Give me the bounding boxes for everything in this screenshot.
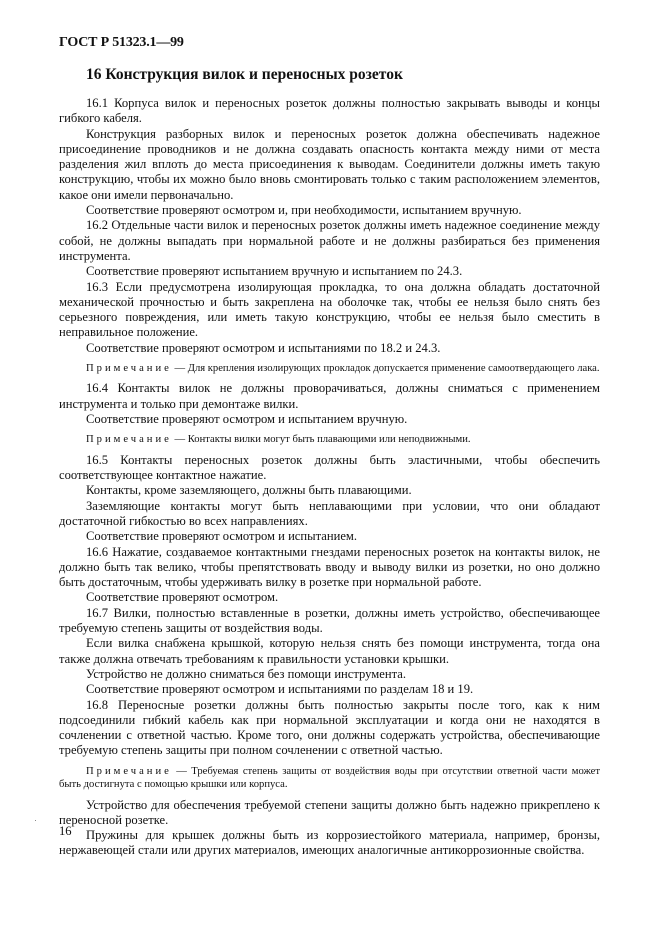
paragraph: Соответствие проверяют осмотром и испытанием. (86, 529, 358, 544)
paragraph: Конструкция разборных вилок и переносных розеток должна обеспечивать надежное присоединение проводников и не должна создавать опасность контакта между ними от места разделения жил вплоть до места присоединения к выводам. Соединители должны иметь такую конструкцию, чтобы их можно было вновь смонтировать только с таким расположением элементов, какое они имели первоначально. (59, 126, 600, 202)
paragraph: Заземляющие контакты могут быть неплавающими при условии, что они обладают достаточной гибкостью во всех направлениях. (59, 498, 600, 528)
paragraph: Соответствие проверяют осмотром и испытаниями по разделам 18 и 19. (86, 682, 474, 697)
section-title: 16 Конструкция вилок и переносных розеток (86, 66, 403, 83)
note (59, 765, 600, 792)
note-label: Примечание (86, 765, 172, 777)
note-label: Примечание (86, 434, 172, 446)
document-body (59, 96, 600, 859)
paragraph: Соответствие проверяют осмотром и, при необходимости, испытанием вручную. (86, 203, 522, 218)
note-label: Примечание (86, 363, 172, 375)
paragraph: 16.3 Если предусмотрена изолирующая прокладка, то она должна обладать достаточной механической прочностью и быть закреплена на оболочке так, чтобы ее нельзя было снять без серьезного повреждения, или иметь такую конструкцию, чтобы ее нельзя было сместить в неправильное положение. (59, 279, 600, 340)
paragraph: Соответствие проверяют осмотром и испытанием вручную. (86, 412, 408, 427)
paragraph: Если вилка снабжена крышкой, которую нельзя снять без помощи инструмента, тогда она также должна отвечать требованиям к правильности установки крышки. (59, 636, 600, 666)
paragraph: Соответствие проверяют испытанием вручную и испытанием по 24.3. (86, 264, 463, 279)
paragraph: 16.2 Отдельные части вилок и переносных розеток должны иметь надежное соединение между собой, не должны выпадать при нормальной работе и не должны разбираться без применения инструмента. (59, 218, 600, 263)
paragraph: 16.6 Нажатие, создаваемое контактными гнездами переносных розеток на контакты вилок, не должно быть так велико, чтобы препятствовать вводу и выводу вилки из розетки, но оно должно быть достаточным, чтобы удерживать вилку в розетке при нормальной работе. (59, 544, 600, 590)
paragraph: Соответствие проверяют осмотром. (86, 590, 279, 605)
note (59, 433, 600, 446)
note-text: — Контакты вилки могут быть плавающими или неподвижными. (171, 434, 471, 446)
paragraph: Соответствие проверяют осмотром и испытаниями по 18.2 и 24.3. (86, 340, 441, 355)
paragraph: Устройство для обеспечения требуемой степени защиты должно быть надежно прикреплено к переносной розетке. (59, 797, 600, 827)
document-header: ГОСТ Р 51323.1—99 (59, 35, 184, 50)
note (59, 362, 600, 375)
paragraph: 16.5 Контакты переносных розеток должны быть эластичными, чтобы обеспечить соответствующее контактное нажатие. (59, 452, 600, 483)
paragraph: Пружины для крышек должны быть из коррозиестойкого материала, например, бронзы, нержавеющей стали или других материалов, имеющих аналогичные антикоррозионные свойства. (59, 828, 600, 858)
page-number: 16 (59, 824, 72, 838)
paragraph: Контакты, кроме заземляющего, должны быть плавающими. (86, 483, 412, 498)
paragraph: Устройство не должно сниматься без помощи инструмента. (86, 666, 407, 681)
paragraph: 16.4 Контакты вилок не должны проворачиваться, должны сниматься с применением инструмента и только при демонтаже вилки. (59, 381, 600, 411)
paragraph: 16.7 Вилки, полностью вставленные в розетки, должны иметь устройство, обеспечивающее требуемую степень защиты от воздействия воды. (59, 605, 600, 636)
paragraph: 16.1 Корпуса вилок и переносных розеток должны полностью закрывать выводы и концы гибкого кабеля. (59, 96, 600, 126)
note-text: — Требуемая степень защиты от воздействия воды при отсутствии ответной части может быть достигнута с помощью крышки или корпуса. (59, 765, 600, 791)
note-text: — Для крепления изолирующих прокладок допускается применение самоотвердающего лака. (171, 363, 600, 375)
scan-speck (35, 820, 36, 821)
paragraph: 16.8 Переносные розетки должны быть полностью закрыты после того, как к ним подсоединили гибкий кабель как при нормальной эксплуатации и когда они не находятся в сочленении с ответной частью. Кроме того, они должны содержать устройства, обеспечивающие требуемую степень защиты при полном сочленении с ответной частью. (59, 697, 600, 758)
